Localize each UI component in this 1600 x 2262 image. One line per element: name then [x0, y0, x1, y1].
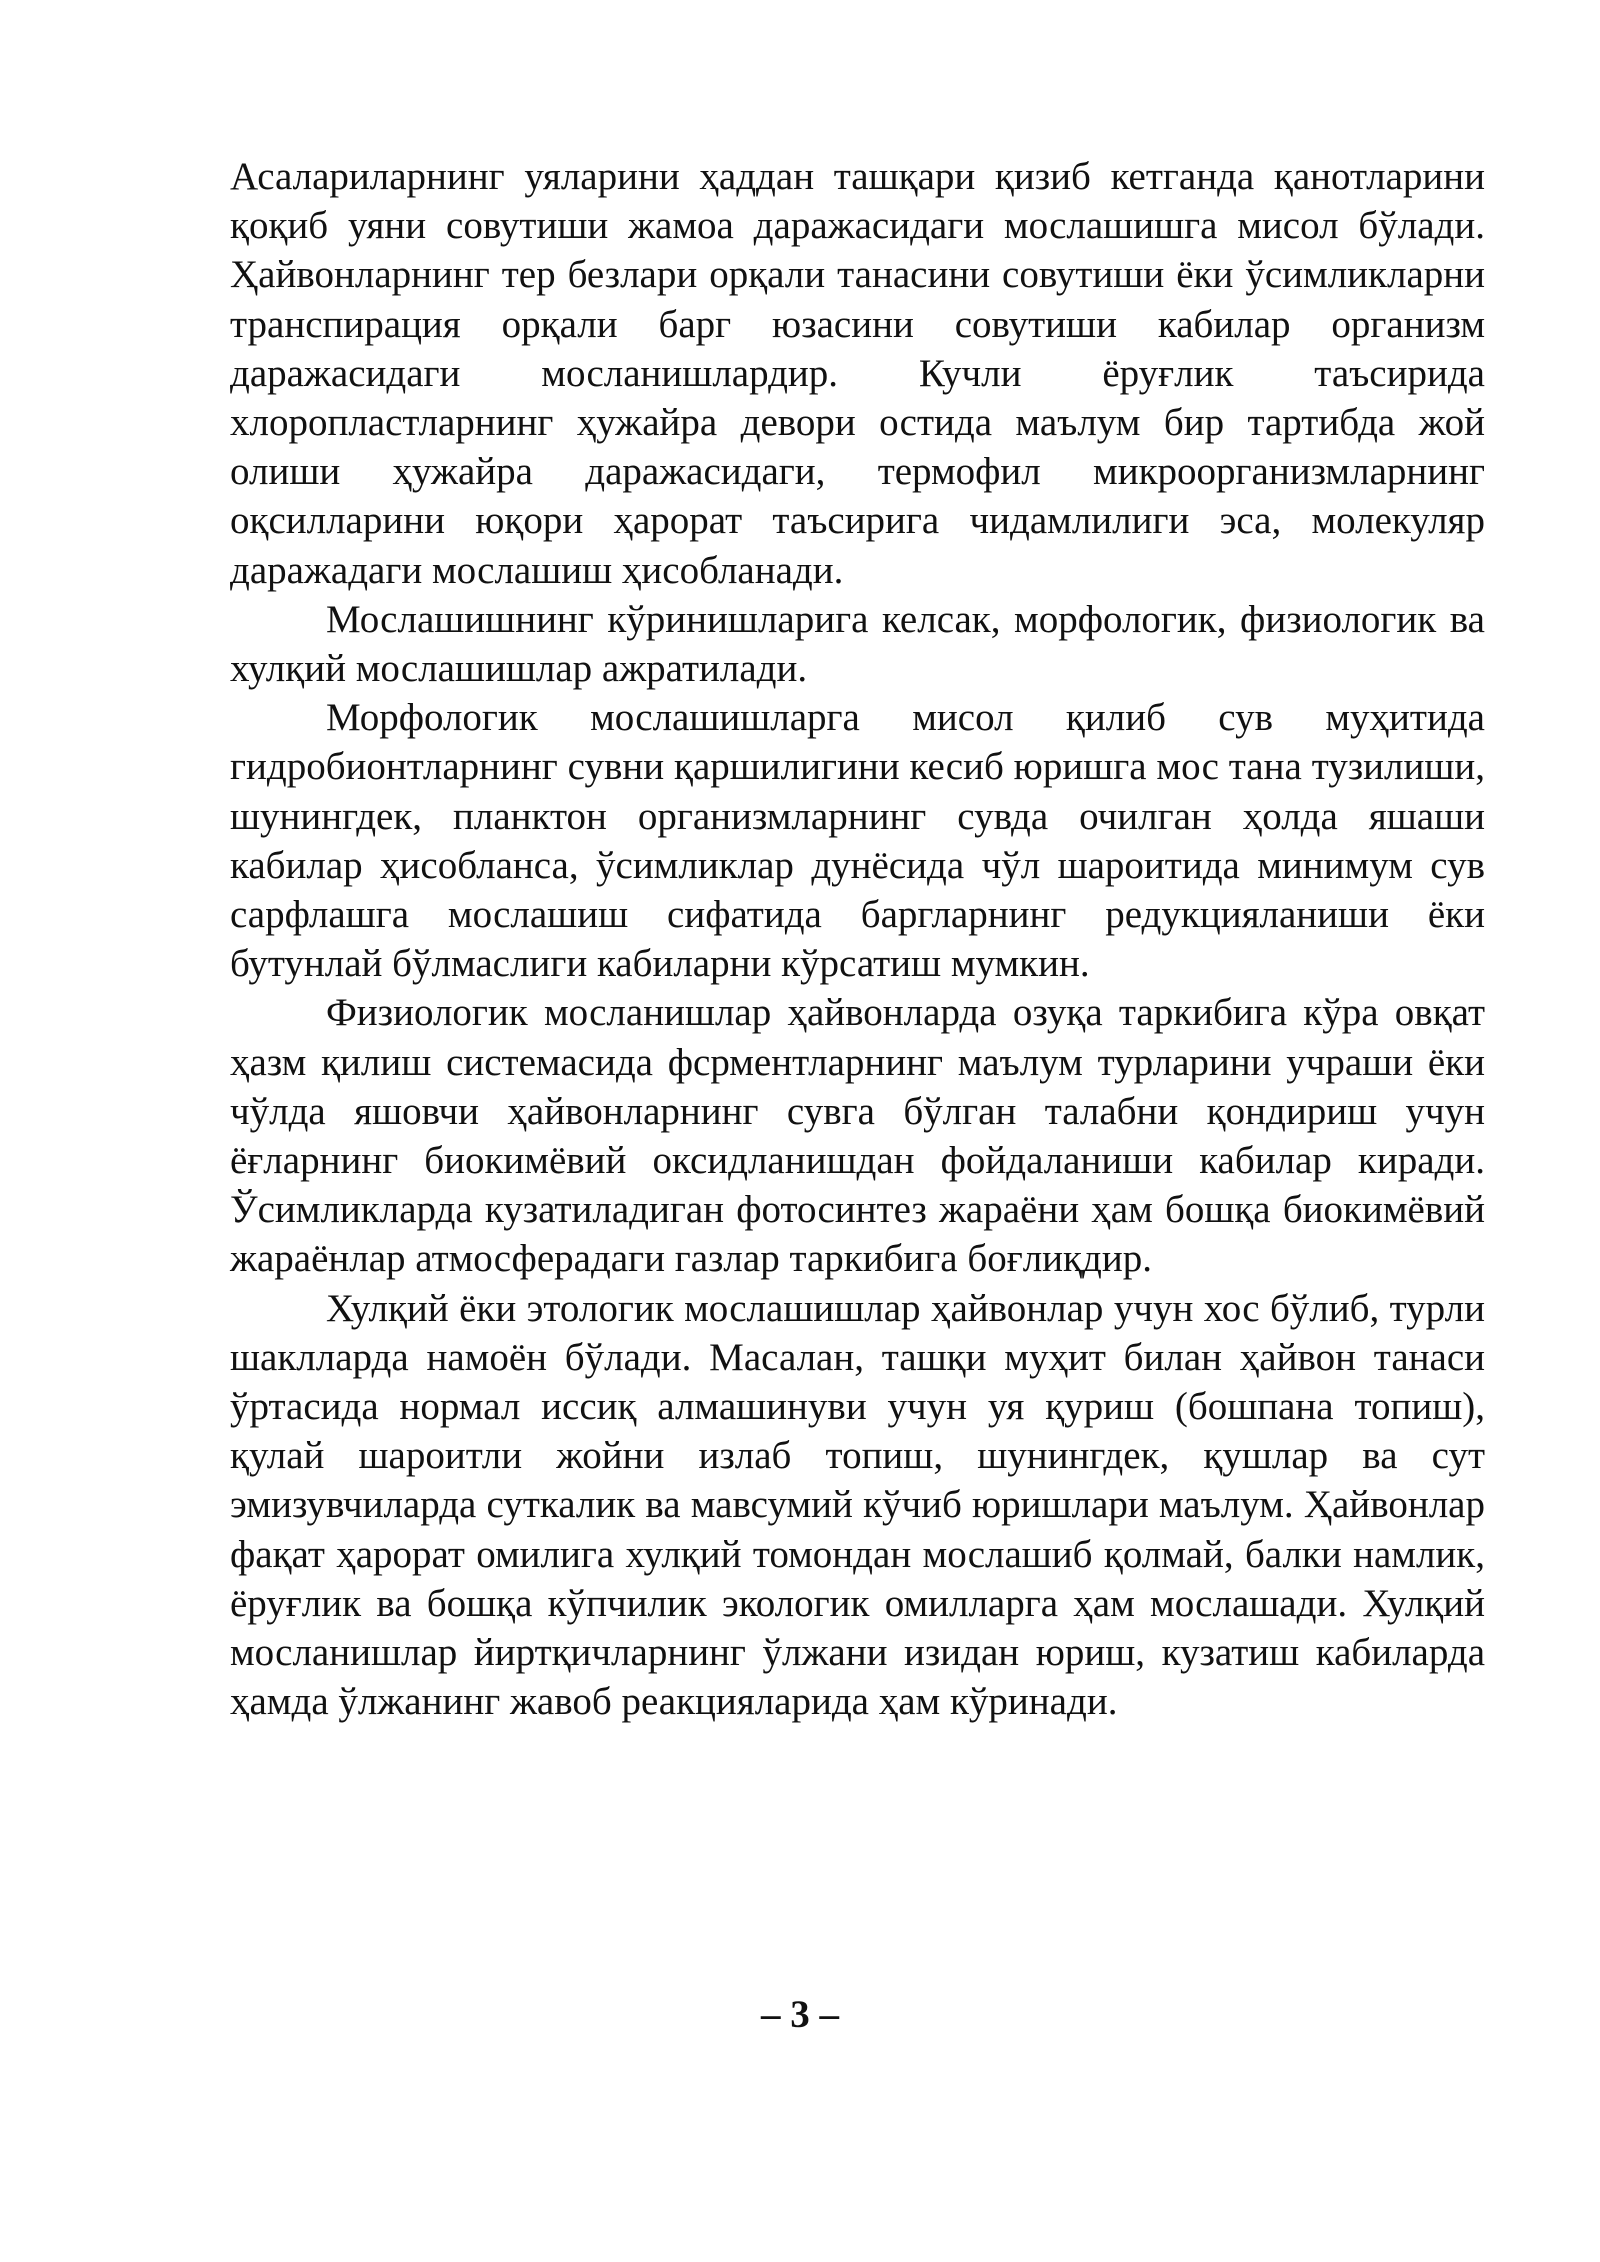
page-number: – 3 – — [761, 1993, 839, 2036]
paragraph-behavioral-adaptations: Хулқий ёки этологик мослашишлар ҳайвонлар учун хос бўлиб, турли шаклларда намоён бўлади. Масалан, ташқи муҳит билан ҳайвон танаси ўртасида нормал иссиқ алмашинуви учун уя қуриш (бошпана топиш), қулай шароитли жойни излаб топиш, шунингдек, қушлар ва сут эмизувчиларда суткалик ва мавсумий кўчиб юришлари маълум. Ҳайвонлар фақат ҳарорат омилига хулқий томондан мослашиб қолмай, балки намлик, ёруғлик ва бошқа кўпчилик экологик омилларга ҳам мослашади. Хулқий мосланишлар йиртқичларнинг ўлжани изидан юриш, кузатиш кабиларда ҳамда ўлжанинг жавоб реакцияларида ҳам кўринади. — [230, 1286, 1485, 1724]
paragraph-morphological-adaptations: Морфологик мослашишларга мисол қилиб сув муҳитида гидробионтларнинг сувни қаршилигини кесиб юришга мос тана тузилиши, шунингдек, планктон организмларнинг сувда очилган ҳолда яшаши кабилар ҳисобланса, ўсимликлар дунёсида чўл шароитида минимум сув сарфлашга мослашиш сифатида баргларнинг редукцияланиши ёки бутунлай бўлмаслиги кабиларни кўрсатиш мумкин. — [230, 696, 1485, 986]
paragraph-group-level-adaptation: Асалариларнинг уяларини ҳаддан ташқари қизиб кетганда қанотларини қоқиб уяни совутиши жамоа даражасидаги мослашишга мисол бўлади. Ҳайвонларнинг тер безлари орқали танасини совутиши ёки ўсимликларни транспирация орқали барг юзасини совутиши кабилар организм даражасидаги мосланишлардир. Кучли ёруғлик таъсирида хлоропластларнинг ҳужайра девори остида маълум бир тартибда жой олиши ҳужайра даражасидаги, термофил микроорганизмларнинг оқсилларини юқори ҳарорат таъсирига чидамлилиги эса, молекуляр даражадаги мослашиш ҳисобланади. — [230, 155, 1485, 592]
body-text — [230, 152, 1485, 1727]
paragraph-adaptation-types: Мослашишнинг кўринишларига келсак, морфологик, физиологик ва хулқий мослашишлар ажратилади. — [230, 597, 1485, 691]
paragraph-physiological-adaptations: Физиологик мосланишлар ҳайвонларда озуқа таркибига кўра овқат ҳазм қилиш системасида фсрментларнинг маълум турларини учраши ёки чўлда яшовчи ҳайвонларнинг сувга бўлган талабни қондириш учун ёғларнинг биокимёвий оксидланишдан фойдаланиши кабилар киради. Ўсимликларда кузатиладиган фотосинтез жараёни ҳам бошқа биокимёвий жараёнлар атмосферадаги газлар таркибига боғлиқдир. — [230, 991, 1485, 1281]
